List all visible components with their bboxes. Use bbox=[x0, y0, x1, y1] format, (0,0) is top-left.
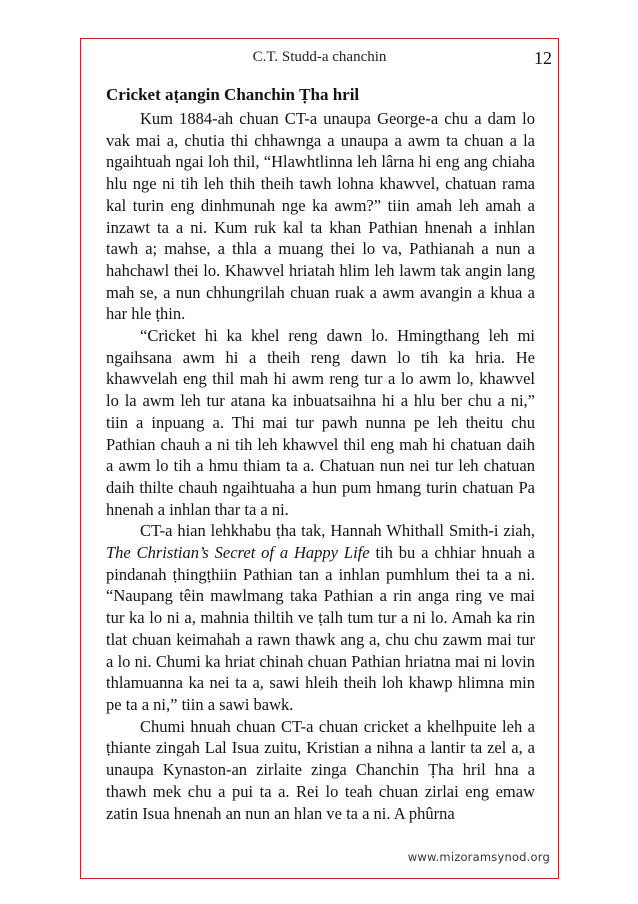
page-body bbox=[106, 82, 535, 824]
section-heading: Cricket aṭangin Chanchin Ṭha hril bbox=[106, 85, 360, 104]
paragraph-3 bbox=[106, 520, 535, 715]
running-header bbox=[80, 48, 559, 70]
page-number: 12 bbox=[534, 48, 552, 68]
paragraph-4: Chumi hnuah chuan CT-a chuan cricket a khelhpuite leh a ṭhiante zingah Lal Isua zuitu, Kristian a nihna a lantir ta zel a, a unaupa Kynaston-an zirlaite zinga Chanchin Ṭha hril hna a thawh mek chu a pui ta a. Rei lo teah chuan zirlai eng emaw zatin Isua hnenah an nun an hlan ve ta a ni. A phûrna bbox=[106, 716, 535, 823]
running-header-title: C.T. Studd-a chanchin bbox=[252, 49, 387, 65]
paragraph-3-text-before: CT-a hian lehkhabu ṭha tak, Hannah Whithall Smith-i ziah, bbox=[140, 521, 535, 541]
paragraph-3-text-after: tih bu a chhiar hnuah a pindanah ṭhingṭhiin Pathian tan a inhlan pumhlum thei ta a ni. “Naupang têin mawlmang taka Pathian a rin anga ring ve mai tur ka lo ni a, mahnia thiltih ve ṭalh tum tur a ni lo. Amah ka rin tlat chuan keimahah a rawn thawk ang a, chu chu zawm mai tur a lo ni. Chumi ka hriat chinah chuan Pathian hriatna mai ni lovin thlamuanna ka nei ta a, sawi hleih theih loh khawp hlimna min pe ta a ni,” tiin a sawi bawk. bbox=[106, 543, 535, 714]
book-title: The Christian’s Secret of a Happy Life bbox=[106, 543, 370, 563]
paragraph-2: “Cricket hi ka khel reng dawn lo. Hmingthang leh mi ngaihsana awm hi a theih reng dawn lo tih ka hria. He khawvelah eng thil mah hi awm reng tur a lo awm lo, khawvel lo la awm leh tur atana ka inbuatsaihna hi a hlu ber chu a ni,” tiin a inpuang a. Thi mai tur pawh nunna pe leh theitu chu Pathian chauh a ni tih leh khawvel thil eng mah hi chatuan daih a awm lo tih a hmu thiam ta a. Chatuan nun nei tur leh chatuan daih thilte chauh ngaihtuaha a hun pum hmang turin chatuan Pa hnenah a inhlan thar ta a ni. bbox=[106, 326, 535, 519]
paragraph-1: Kum 1884-ah chuan CT-a unaupa George-a chu a dam lo vak mai a, chutia thi chhawnga a unaupa a awm ta chuan a la ngaihtuah ngai loh thil, “Hlawhtlinna leh lârna hi eng ang chiaha hlu nge ni tih leh thih theih tawh lohna khawvel, chatuan rama kal turin eng dinhmunah nge ka awm?” tiin amah leh amah a inzawt ta a ni. Kum ruk kal ta khan Pathian hnenah a inhlan tawh a; mahse, a thla a muang thei lo va, Pathianah a nun a hahchawl thei lo. Khawvel hriatah hlim leh lawm tak angin lang mah se, a nun chhungrilah chuan ruak a awm avangin a khua a har hle ṭhin. bbox=[106, 109, 535, 324]
footer-url: www.mizoramsynod.org bbox=[407, 850, 550, 864]
